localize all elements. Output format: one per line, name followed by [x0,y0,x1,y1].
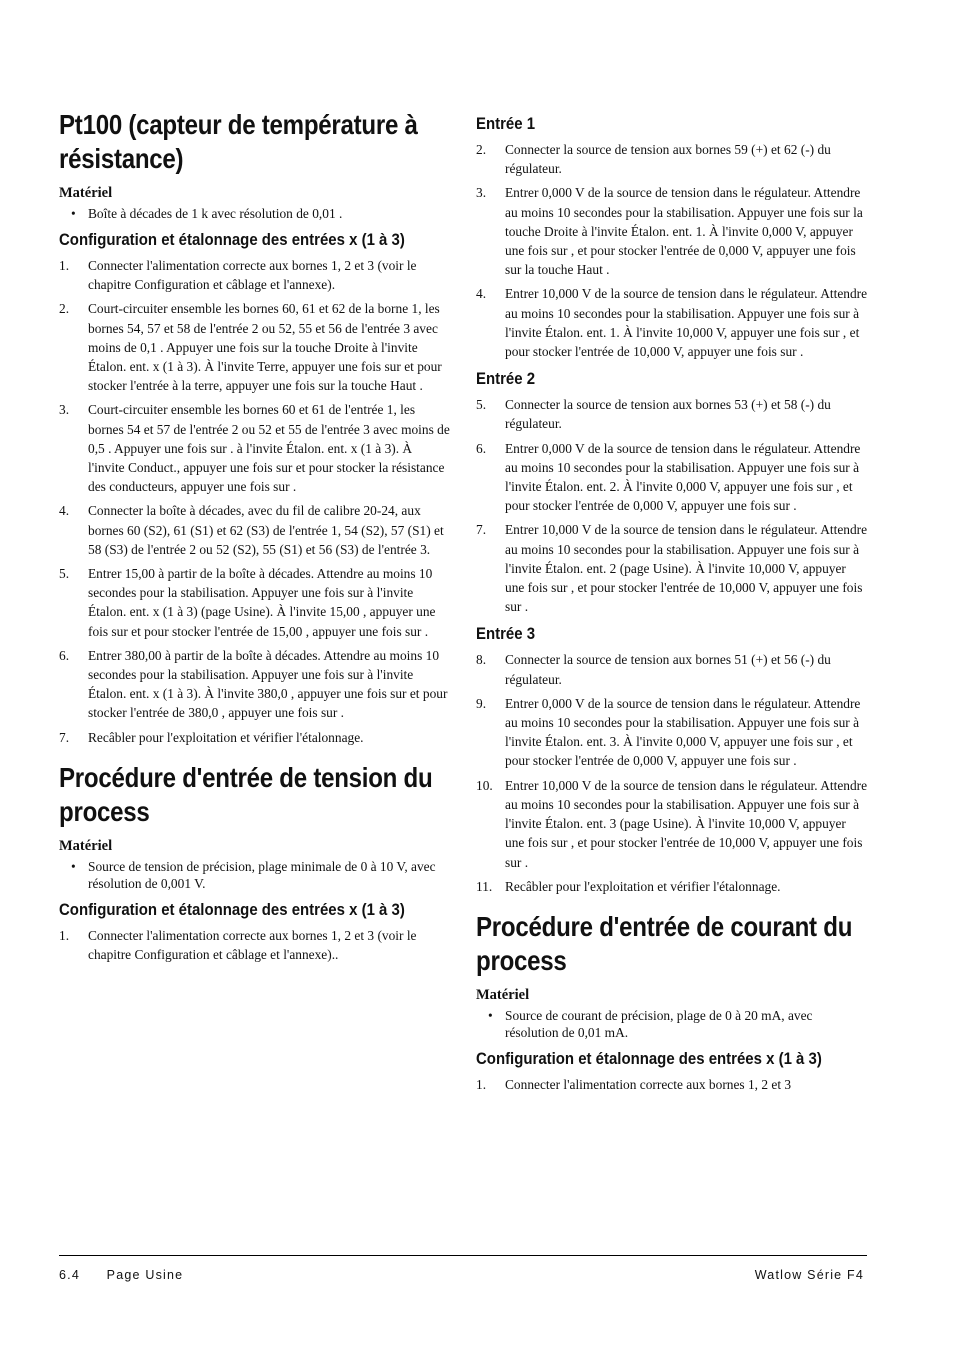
step-item [476,520,868,616]
step-item [59,926,451,964]
step-number: 1. [476,1076,487,1092]
step-item [476,1075,868,1094]
step-item [476,694,868,771]
step-text: Recâbler pour l'exploitation et vérifier l'étalonnage. [88,729,364,745]
pt100-config-title: Configuration et étalonnage des entrées x (1 à 3) [59,230,405,249]
step-text: Entrer 15,00 à partir de la boîte à décades. Attendre au moins 10 secondes pour la stabilisation. Appuyer une fois sur à l'invite Étalon. ent. x (1 à 3) (page Usine). À l'invite 15,00 , appuyer une fois sur et pour stocker l'entrée de 15,00 , appuyer une fois sur . [88,566,436,639]
step-item [59,299,451,395]
step-text: Entrer 380,00 à partir de la boîte à décades. Attendre au moins 10 secondes pour la stabilisation. Appuyer une fois sur à l'invite Étalon. ent. x (1 à 3). À l'invite 380,0 , appuyer une fois sur et pour stocker l'entrée de 380,0 , appuyer une fois sur . [88,647,448,721]
step-item [59,728,451,747]
materiel-item [59,858,451,892]
step-number: 2. [59,301,70,317]
step-text: Entrer 0,000 V de la source de tension dans le régulateur. Attendre au moins 10 secondes pour la stabilisation. Appuyer une fois sur à l'invite Étalon. ent. 2. À l'invite 0,000 V, appuyer une fois sur , et pour stocker l'entrée de 0,000 V, appuyer une fois sur . [505,440,861,514]
step-item [59,564,451,641]
step-number: 1. [59,258,70,273]
step-item [476,140,868,178]
entree3-steps [476,650,868,895]
step-item [476,776,868,872]
courant-materiel-list [476,1007,868,1041]
step-item [476,439,868,516]
step-number: 1. [59,927,70,943]
entree1-steps [476,140,868,361]
step-item [476,183,868,279]
step-number: 5. [59,566,70,582]
step-number: 2. [476,142,487,157]
step-number: 11. [476,878,493,894]
materiel-text: Boîte à décades de 1 k avec résolution de 0,01 . [88,206,343,221]
tension-materiel-label: Matériel [59,837,113,854]
step-number: 4. [59,503,70,519]
entree3-title: Entrée 3 [476,624,536,644]
step-number: 3. [59,402,70,418]
step-number: 6. [59,647,70,663]
page-number: 6.4 [59,1268,80,1282]
step-number: 5. [476,397,487,413]
step-text: Court-circuiter ensemble les bornes 60 et 61 de l'entrée 1, les bornes 54 et 57 de l'entrée 2 ou 52 et 55 de l'entrée 3 avec moins de 0,5 . Appuyer une fois sur . à l'invite Étalon. ent. x (1 à 3). À l'invite Conduct., appuyer une fois sur et pour stocker la résistance des conducteurs, appuyer une fois sur . [88,402,450,495]
step-number: 7. [476,522,487,538]
step-text: Connecter l'alimentation correcte aux bornes 1, 2 et 3 (voir le chapitre Configuration et câblage et l'annexe). [88,258,417,293]
materiel-text: Source de courant de précision, plage de 0 à 20 mA, avec résolution de 0,01 mA. [505,1007,813,1040]
step-item [476,650,868,688]
step-item [476,395,868,433]
step-text: Connecter la source de tension aux bornes 51 (+) et 56 (-) du régulateur. [505,652,831,687]
step-number: 4. [476,286,487,302]
entree2-title: Entrée 2 [476,369,536,389]
tension-config-title: Configuration et étalonnage des entrées x (1 à 3) [59,899,405,919]
footer-divider [59,1255,867,1256]
step-item [59,256,451,294]
pt100-steps [59,256,451,747]
left-column [59,108,451,969]
materiel-text: Source de tension de précision, plage minimale de 0 à 10 V, avec résolution de 0,001 V. [88,858,436,891]
materiel-item [476,1007,868,1041]
step-text: Entrer 0,000 V de la source de tension dans le régulateur. Attendre au moins 10 secondes pour la stabilisation. Appuyer une fois sur à l'invite Étalon. ent. 3. À l'invite 0,000 V, appuyer une fois sur , et pour stocker l'entrée de 0,000 V, appuyer une fois sur . [505,695,861,769]
courant-materiel-label: Matériel [476,986,530,1003]
materiel-item [59,205,451,222]
step-text: Entrer 10,000 V de la source de tension dans le régulateur. Attendre au moins 10 secondes pour la stabilisation. Appuyer une fois sur à l'invite Étalon. ent. 3 (page Usine). À l'invite 10,000 V, appuyer une fois sur , et pour stocker l'entrée de 10,000 V, appuyer une fois sur . [505,777,868,870]
step-number: 7. [59,729,70,745]
step-text: Connecter la source de tension aux bornes 59 (+) et 62 (-) du régulateur. [505,142,831,177]
tension-materiel-list [59,858,451,892]
right-column [476,108,868,1099]
step-number: 6. [476,440,487,456]
step-text: Entrer 0,000 V de la source de tension dans le régulateur. Attendre au moins 10 secondes pour la stabilisation. Appuyer une fois sur la touche Droite à l'invite Étalon. ent. 1. À l'invite 0,000 V, appuyer une fois sur , et pour stocker l'entrée de 0,000 V, appuyer une fois sur la touche Haut . [505,185,863,278]
step-item [59,501,451,559]
step-text: Entrer 10,000 V de la source de tension dans le régulateur. Attendre au moins 10 secondes pour la stabilisation. Appuyer une fois sur à l'invite Étalon. ent. 1. À l'invite 10,000 V, appuyer une fois sur , et pour stocker l'entrée de 10,000 V, appuyer une fois sur . [505,286,868,360]
step-number: 8. [476,652,487,668]
bullet-icon: • [71,206,76,221]
step-text: Connecter l'alimentation correcte aux bornes 1, 2 et 3 (voir le chapitre Configuration et câblage et l'annexe).. [88,927,417,963]
step-text: Entrer 10,000 V de la source de tension dans le régulateur. Attendre au moins 10 secondes pour la stabilisation. Appuyer une fois sur à l'invite Étalon. ent. 2 (page Usine). À l'invite 10,000 V, appuyer une fois sur , et pour stocker l'entrée de 10,000 V, appuyer une fois sur . [505,522,868,615]
step-text: Connecter la boîte à décades, avec du fil de calibre 20-24, aux bornes 60 (S2), 61 (S1) et 62 (S3) de l'entrée 1, 54 (S2), 57 (S1) et 58 (S3) de l'entrée 2 ou 52 (S2), 55 (S1) et 56 (S3) de l'entrée 3. [88,503,444,557]
courant-config-title: Configuration et étalonnage des entrées x (1 à 3) [476,1048,822,1068]
footer-left [59,1268,183,1282]
step-text: Connecter l'alimentation correcte aux bornes 1, 2 et 3 [505,1076,792,1092]
pt100-materiel-label: Matériel [59,185,113,201]
pt100-title: Pt100 (capteur de température à résistance) [59,109,418,174]
bullet-icon: • [71,858,76,874]
entree1-title: Entrée 1 [476,114,536,133]
footer-product: Watlow Série F4 [754,1268,864,1282]
tension-steps [59,926,451,964]
step-text: Connecter la source de tension aux bornes 53 (+) et 58 (-) du régulateur. [505,397,831,432]
section-name: Page Usine [106,1268,184,1282]
entree2-steps [476,395,868,616]
step-item [476,284,868,361]
step-text: Recâbler pour l'exploitation et vérifier l'étalonnage. [505,878,781,894]
step-number: 10. [476,777,493,793]
pt100-materiel-list [59,205,451,222]
courant-steps [476,1075,868,1094]
step-text: Court-circuiter ensemble les bornes 60, 61 et 62 de la borne 1, les bornes 54, 57 et 58 de l'entrée 2 ou 52, 55 et 56 de l'entrée 3 avec moins de 0,1 . Appuyer une fois sur la touche Droite à l'invite Étalon. ent. x (1 à 3). À l'invite Terre, appuyer une fois sur et pour stocker l'entrée à la terre, appuyer une fois sur la touche Haut . [88,301,442,394]
step-item [476,877,868,896]
courant-title: Procédure d'entrée de courant du process [476,910,853,976]
bullet-icon: • [488,1007,493,1023]
tension-title: Procédure d'entrée de tension du process [59,761,433,827]
step-number: 3. [476,185,487,201]
step-item [59,646,451,723]
step-item [59,400,451,496]
step-number: 9. [476,695,487,711]
